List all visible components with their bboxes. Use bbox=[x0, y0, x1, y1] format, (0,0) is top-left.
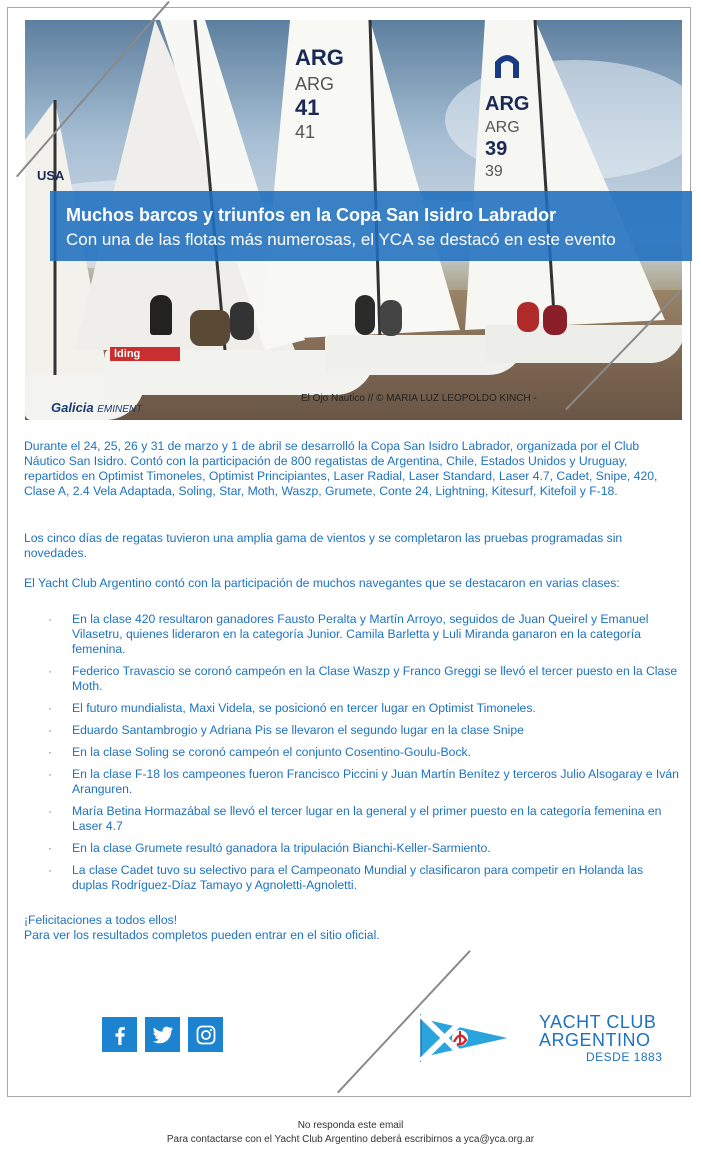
crew-2 bbox=[190, 310, 230, 346]
crew-7 bbox=[543, 305, 567, 335]
paragraph-2: Los cinco días de regatas tuvieron una amplia gama de vientos y se completaron las pruebas programadas sin novedades. bbox=[24, 531, 623, 560]
svg-text:41: 41 bbox=[295, 95, 320, 120]
crew-1 bbox=[150, 295, 172, 335]
list-item: · Eduardo Santambrogio y Adriana Pis se llevaron el segundo lugar en la clase Snipe bbox=[48, 723, 524, 737]
crew-6 bbox=[517, 302, 539, 332]
paragraph-winds bbox=[24, 531, 679, 561]
closing bbox=[24, 913, 679, 943]
crew-3 bbox=[230, 302, 254, 340]
list-item: · El futuro mundialista, Maxi Videla, se posicionó en tercer lugar en Optimist Timoneles. bbox=[48, 701, 536, 715]
hull-right bbox=[485, 325, 682, 363]
bullet-marker: · bbox=[48, 664, 53, 678]
svg-text:ARG: ARG bbox=[295, 45, 344, 70]
twitter-button[interactable] bbox=[145, 1017, 180, 1052]
svg-text:ARG: ARG bbox=[295, 74, 335, 94]
list-item: · La clase Cadet tuvo su selectivo para el Campeonato Mundial y clasificaron para competir en Holanda las duplas Rodríguez-Díaz Tamayo y Agnoletti-Agnoletti. bbox=[48, 863, 644, 892]
svg-text:USA: USA bbox=[37, 168, 65, 183]
list-item: · María Betina Hormazábal se llevó el tercer lugar en la general y el primer puesto en la categoría femenina en Laser 4.7 bbox=[48, 804, 662, 833]
svg-text:41: 41 bbox=[295, 122, 316, 142]
paragraph-1: Durante el 24, 25, 26 y 31 de marzo y 1 de abril se desarrolló la Copa San Isidro Labrador, organizada por el Club Náutico San Isidro. Contó con la participación de 800 regatistas de Argentina, Chile, Estados Unidos y Uruguay, repartidos en Optimist Timoneles, Optimist Principiantes, Laser Radial, Laser Standard, Laser 4.7, Cadet, Snipe, 420, Clase A, 2.4 Vela Adaptada, Soling, Star, Moth, Waszp, Grumete, Conte 24, Lightning, Kitesurf, Kitefoil y F-18. bbox=[24, 439, 658, 498]
facebook-icon bbox=[109, 1024, 131, 1046]
instagram-icon bbox=[195, 1024, 217, 1046]
logo-line-2: ARGENTINO bbox=[539, 1030, 651, 1050]
svg-text:39: 39 bbox=[485, 138, 508, 160]
sail-arg39 bbox=[445, 20, 675, 350]
list-item: · En la clase F-18 los campeones fueron Francisco Piccini y Juan Martín Benítez y terceros Julio Alsogaray e Iván Aranguren. bbox=[48, 767, 679, 796]
bullet-marker: · bbox=[48, 804, 53, 818]
paragraph-3: El Yacht Club Argentino contó con la participación de muchos navegantes que se destacaron en varias clases: bbox=[24, 576, 620, 590]
list-item: · En la clase Soling se coronó campeón el conjunto Cosentino-Goulu-Bock. bbox=[48, 745, 472, 759]
svg-text:ARG: ARG bbox=[485, 93, 530, 115]
bullet-marker: · bbox=[48, 767, 53, 781]
closing-results-link[interactable]: Para ver los resultados completos pueden entrar en el sitio oficial. bbox=[24, 928, 380, 942]
paragraph-intro bbox=[24, 439, 679, 499]
hero-banner bbox=[50, 191, 692, 261]
logo-line-1: YACHT CLUB bbox=[539, 1012, 657, 1032]
crew-4 bbox=[355, 295, 375, 335]
facebook-button[interactable] bbox=[102, 1017, 137, 1052]
twitter-icon bbox=[151, 1024, 175, 1046]
bullet-marker: · bbox=[48, 612, 53, 626]
crew-5 bbox=[380, 300, 402, 336]
list-item: · En la clase Grumete resultó ganadora la tripulación Bianchi-Keller-Sarmiento. bbox=[48, 841, 491, 855]
svg-text:39: 39 bbox=[485, 163, 503, 180]
bullet-marker: · bbox=[48, 723, 53, 737]
hull-sponsor-strip: lding bbox=[110, 347, 180, 361]
bullet-marker: · bbox=[48, 841, 53, 855]
instagram-button[interactable] bbox=[188, 1017, 223, 1052]
closing-congrats: ¡Felicitaciones a todos ellos! bbox=[24, 913, 178, 927]
svg-text:ARG: ARG bbox=[485, 119, 520, 136]
paragraph-yca bbox=[24, 576, 679, 591]
footer-contact: Para contactarse con el Yacht Club Argentino deberá escribirnos a yca@yca.org.ar bbox=[166, 1134, 535, 1145]
bullet-marker: · bbox=[48, 745, 53, 759]
photo-credit: El Ojo Nautico // © MARIA LUZ LEOPOLDO KINCH - bbox=[301, 393, 537, 404]
list-item: · En la clase 420 resultaron ganadores Fausto Peralta y Martín Arroyo, seguidos de Juan Queirel y Emanuel Vilasetru, quienes lideraron en la categoría Junior. Camila Barletta y Luli Miranda ganaron en la categoría femenina. bbox=[48, 612, 649, 656]
hero-title: Muchos barcos y triunfos en la Copa San Isidro Labrador bbox=[66, 205, 557, 225]
logo-line-3: DESDE 1883 bbox=[586, 1050, 663, 1064]
results-list bbox=[24, 612, 679, 900]
bullet-marker: · bbox=[48, 863, 53, 877]
hero-subtitle: Con una de las flotas más numerosas, el YCA se destacó en este evento bbox=[66, 230, 616, 249]
yca-burgee-logo bbox=[420, 1013, 524, 1063]
hull-galicia-label: Galicia EMINENT bbox=[51, 400, 143, 415]
bullet-marker: · bbox=[48, 701, 53, 715]
list-item: · Federico Travascio se coronó campeón en la Clase Waszp y Franco Greggi se llevó el tercer puesto en la Clase Moth. bbox=[48, 664, 678, 693]
footer-no-reply: No responda este email bbox=[297, 1120, 404, 1131]
